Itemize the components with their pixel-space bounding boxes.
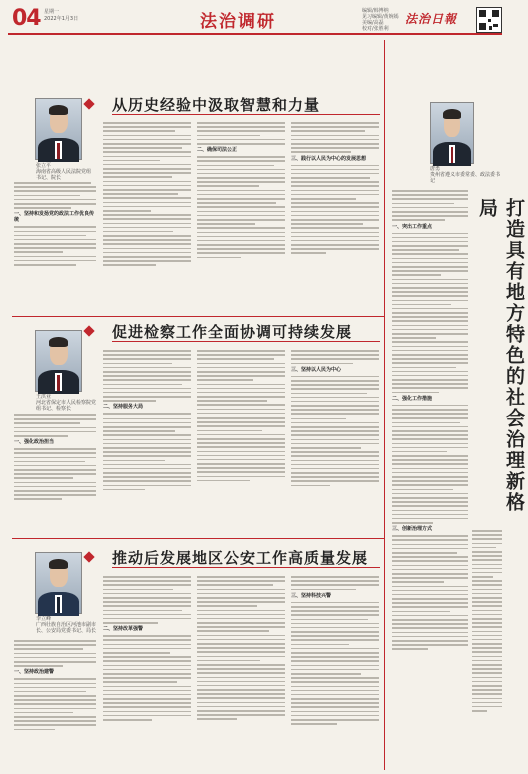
section-divider <box>12 316 385 317</box>
editor-line: 校对/张胜利 <box>362 26 389 32</box>
article-2-column-2 <box>103 350 191 532</box>
author-4-portrait <box>430 102 474 164</box>
article-3-column-1 <box>14 640 96 768</box>
subhead: 三、坚持以人民为中心 <box>291 366 342 373</box>
subhead: 二、强化工作措施 <box>392 395 433 402</box>
editor-line: 编辑/韩博纳 <box>362 8 389 14</box>
author-3-title: 广西壮族自治区河池市副市长、公安局党委书记、局长 <box>36 622 97 634</box>
author-4-name: 唐勇 <box>430 166 441 172</box>
weekday: 星期一 <box>44 9 60 15</box>
headline-ornament <box>83 325 94 336</box>
section-title: 法治调研 <box>200 12 276 32</box>
headline-underline <box>112 341 380 342</box>
author-1-portrait <box>35 98 82 160</box>
article-3-headline: 推动后发展地区公安工作高质量发展 <box>112 549 369 567</box>
editor-line: 见习编辑/黄婉嫣 <box>362 14 399 20</box>
subhead: 一、坚持和发扬党的政法工作优良传统 <box>14 211 95 224</box>
subhead: 一、强化政治担当 <box>14 439 55 446</box>
headline-underline <box>112 114 380 115</box>
headline-ornament <box>83 98 94 109</box>
article-3-column-3 <box>197 576 285 768</box>
subhead: 一、坚持政治建警 <box>14 669 55 676</box>
author-3-portrait <box>35 552 82 614</box>
header-rule <box>8 33 502 35</box>
qr-code-icon <box>476 7 502 33</box>
editor-line: 美编/高磊 <box>362 20 384 26</box>
subhead: 二、确保司法公正 <box>197 147 238 154</box>
article-2-headline: 促进检察工作全面协调可持续发展 <box>112 323 353 341</box>
article-1-column-1 <box>14 182 96 312</box>
author-1-title: 海南省高级人民法院党组书记、院长 <box>36 169 92 181</box>
article-4-headline: 打造具有地方特色的社会治理新格局 <box>476 198 525 513</box>
headline-underline <box>112 567 380 568</box>
editors <box>362 8 399 32</box>
subhead: 二、坚持改革强警 <box>103 626 144 633</box>
article-3-column-4 <box>291 576 379 768</box>
article-1-column-2 <box>103 122 191 312</box>
author-3-name: 李立峰 <box>36 616 52 622</box>
masthead-logo: 法治日報 <box>405 12 458 26</box>
author-2-portrait <box>35 330 82 392</box>
author-3-caption <box>36 616 96 634</box>
date: 2022年1月3日 <box>44 16 79 22</box>
author-2-caption <box>36 394 96 412</box>
page-number: 04 <box>12 6 41 31</box>
author-4-caption <box>430 166 502 184</box>
article-2-column-3 <box>197 350 285 532</box>
author-2-title: 河北省保定市人民检察院党组书记、检察长 <box>36 400 97 412</box>
article-4-body <box>392 190 468 768</box>
subhead: 二、坚持服务大局 <box>103 404 144 411</box>
article-2-column-4 <box>291 350 379 532</box>
headline-ornament <box>83 551 94 562</box>
subhead: 一、突出工作重点 <box>392 223 433 230</box>
article-2-column-1 <box>14 414 96 532</box>
article-3-column-2 <box>103 576 191 768</box>
subhead: 三、创新治理方式 <box>392 526 433 533</box>
author-1-name: 张立平 <box>36 163 52 169</box>
subhead: 三、践行以人民为中心的发展思想 <box>291 155 367 162</box>
author-1-caption <box>36 163 92 181</box>
article-4-body-tail <box>472 530 502 768</box>
author-2-name: 王洪业 <box>36 394 52 400</box>
author-4-title: 贵州省遵义市委常委、政法委书记 <box>430 172 501 184</box>
article-1-column-3 <box>197 122 285 312</box>
column-divider <box>384 40 385 770</box>
article-1-headline: 从历史经验中汲取智慧和力量 <box>112 96 321 114</box>
article-1-column-4 <box>291 122 379 312</box>
section-divider <box>12 538 385 539</box>
subhead: 三、坚持科技兴警 <box>291 592 332 599</box>
